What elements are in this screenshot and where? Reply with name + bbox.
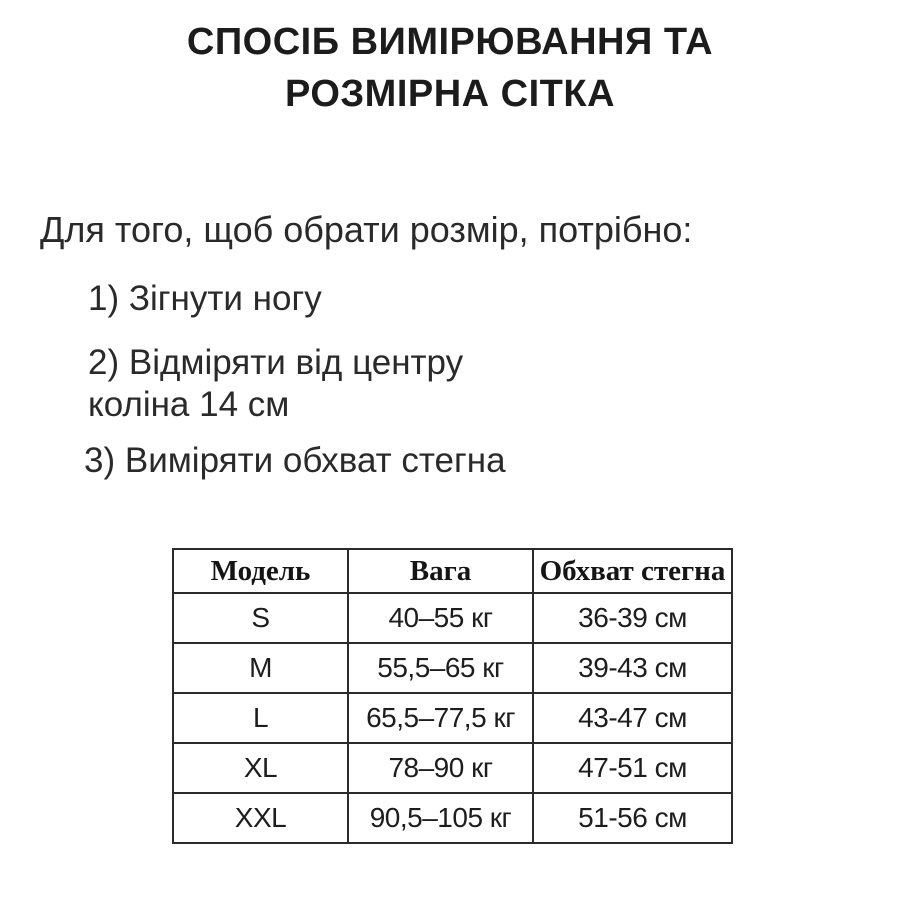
table-header-model: Модель [173, 549, 348, 593]
cell-weight: 55,5–65 кг [348, 643, 533, 693]
cell-size: M [173, 643, 348, 693]
table-row-s [173, 593, 732, 643]
table-row-l [173, 693, 732, 743]
size-table [172, 548, 733, 844]
table-row-xl [173, 743, 732, 793]
instruction-item-3-line-1: 3) Виміряти обхват стегна [84, 441, 506, 480]
cell-hip: 36-39 см [533, 593, 732, 643]
cell-size: XXL [173, 793, 348, 843]
cell-size: XL [173, 743, 348, 793]
cell-weight: 65,5–77,5 кг [348, 693, 533, 743]
cell-hip: 43-47 см [533, 693, 732, 743]
instruction-item-3 [84, 440, 506, 482]
page-title-line-1: СПОСІБ ВИМІРЮВАННЯ ТА [186, 21, 714, 63]
instruction-item-2-line-2: коліна 14 см [88, 385, 290, 424]
cell-weight: 40–55 кг [348, 593, 533, 643]
table-header-hip: Обхват стегна [533, 549, 732, 593]
table-row-xxl [173, 793, 732, 843]
cell-hip: 39-43 см [533, 643, 732, 693]
cell-weight: 78–90 кг [348, 743, 533, 793]
page-title [0, 16, 900, 120]
instruction-item-1-line-1: 1) Зігнути ногу [88, 279, 322, 318]
cell-hip: 51-56 см [533, 793, 732, 843]
cell-hip: 47-51 см [533, 743, 732, 793]
instruction-item-2 [88, 342, 463, 426]
table-row-m [173, 643, 732, 693]
table-header-weight: Вага [348, 549, 533, 593]
instruction-item-1 [88, 278, 322, 320]
cell-weight: 90,5–105 кг [348, 793, 533, 843]
intro-text: Для того, щоб обрати розмір, потрібно: [40, 209, 693, 250]
page-title-line-2: РОЗМІРНА СІТКА [284, 73, 616, 115]
instruction-item-2-line-1: 2) Відміряти від центру [88, 343, 464, 382]
cell-size: L [173, 693, 348, 743]
size-table-header-row [173, 549, 732, 593]
cell-size: S [173, 593, 348, 643]
